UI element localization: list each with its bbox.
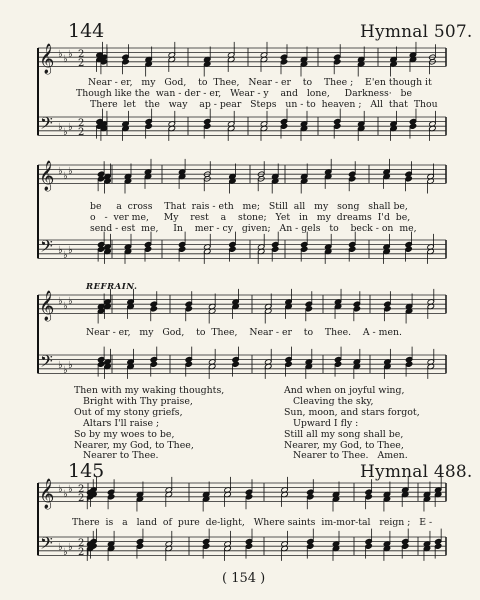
time-signature: 2 [78, 484, 85, 495]
time-signature: 2 [78, 538, 85, 549]
flat-icon: ♭ [68, 296, 73, 307]
flat-icon: ♭ [58, 296, 63, 307]
treble-clef-icon: 𝄞 [39, 44, 55, 74]
lyric-line: be a cross That rais - eth me; Still all my song shall be, [90, 201, 408, 212]
flat-icon: ♭ [63, 171, 68, 182]
flat-icon: ♭ [68, 166, 73, 177]
treble-clef-icon: 𝄞 [39, 161, 55, 191]
verse-line: And when on joyful wing, [284, 385, 405, 396]
lyric-line: There is a land of pure de-light, Where saints im-mor-tal reign ; E - [72, 517, 433, 528]
flat-icon: ♭ [58, 484, 63, 495]
flat-icon: ♭ [63, 301, 68, 312]
verse-line: Still all my song shall be, [284, 428, 404, 440]
flat-icon: ♭ [63, 127, 68, 138]
flat-icon: ♭ [63, 250, 68, 261]
time-signature: 2 [78, 118, 85, 129]
flat-icon: ♭ [58, 122, 63, 133]
refrain-label: REFRAIN. [86, 282, 138, 292]
flat-icon: ♭ [68, 360, 73, 371]
flat-icon: ♭ [58, 245, 63, 256]
hymn-reference: Hymnal 488. [360, 462, 473, 482]
verse-line: Cleaving the sky, [284, 395, 374, 407]
verse-line: Nearer to Thee. [74, 450, 159, 462]
flat-icon: ♭ [63, 365, 68, 376]
flat-icon: ♭ [58, 542, 63, 553]
time-signature: 2 [78, 547, 85, 558]
bass-clef-icon: 𝄢 [40, 113, 53, 137]
verse-line: Then with my waking thoughts, [74, 385, 225, 396]
lyric-line: Near - er, my God, to Thee, Near - er to Thee. A - men. [86, 327, 402, 338]
verse-line: Nearer to Thee. Amen. [284, 450, 408, 462]
verse-line: So by my woes to be, [74, 428, 175, 440]
flat-icon: ♭ [58, 49, 63, 60]
hymn-number: 145 [68, 460, 105, 482]
lyric-line: o - ver me, My rest a stone; Yet in my dreams I'd be, [90, 212, 411, 223]
verse-line: Nearer, my God, to Thee, [284, 439, 404, 451]
verse-line: Sun, moon, and stars forgot, [284, 406, 420, 418]
flat-icon: ♭ [63, 489, 68, 500]
verse-line: Out of my stony griefs, [74, 406, 183, 418]
flat-icon: ♭ [68, 542, 73, 553]
flat-icon: ♭ [68, 484, 73, 495]
time-signature: 2 [78, 49, 85, 60]
hymn-reference: Hymnal 507. [360, 22, 473, 42]
lyric-line: There let the way ap - pear Steps un - to heaven ; All that Thou [90, 99, 438, 110]
treble-clef-icon: 𝄞 [39, 479, 55, 509]
flat-icon: ♭ [58, 166, 63, 177]
time-signature: 2 [78, 127, 85, 138]
treble-clef-icon: 𝄞 [39, 291, 55, 321]
flat-icon: ♭ [63, 547, 68, 558]
verse-line: Bright with Thy praise, [74, 395, 193, 407]
verse-line: Altars I'll raise ; [74, 417, 160, 429]
flat-icon: ♭ [68, 245, 73, 256]
bass-clef-icon: 𝄢 [40, 236, 53, 260]
lyric-line: send - est me, In mer - cy given; An - gels to beck - on me, [90, 223, 417, 234]
flat-icon: ♭ [68, 122, 73, 133]
flat-icon: ♭ [68, 49, 73, 60]
page-number: ( 154 ) [222, 571, 266, 586]
time-signature: 2 [78, 493, 85, 504]
verse-line: Nearer, my God, to Thee, [74, 439, 194, 451]
flat-icon: ♭ [63, 54, 68, 65]
time-signature: 2 [78, 58, 85, 69]
hymn-number: 144 [68, 20, 105, 42]
verse-left [74, 386, 224, 462]
flat-icon: ♭ [58, 360, 63, 371]
lyric-line: Though like the wan - der - er, Wear - y and lone, Darkness· be [76, 88, 413, 99]
verse-line: Upward I fly : [284, 417, 359, 429]
lyric-line: Near - er, my God, to Thee, Near - er to Thee ; E'en though it [88, 77, 432, 88]
bass-clef-icon: 𝄢 [40, 533, 53, 557]
bass-clef-icon: 𝄢 [40, 351, 53, 375]
verse-right [284, 386, 420, 462]
